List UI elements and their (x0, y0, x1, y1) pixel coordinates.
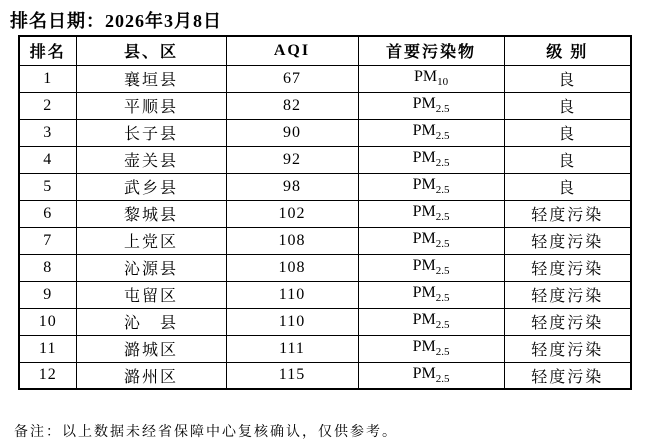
aqi-cell: 98 (226, 173, 358, 200)
rank-cell: 9 (19, 281, 76, 308)
level-cell: 良 (504, 92, 631, 119)
aqi-cell: 90 (226, 119, 358, 146)
pollutant-subscript: 2.5 (435, 238, 450, 251)
table-row (19, 146, 631, 173)
aqi-cell: 82 (226, 92, 358, 119)
rank-cell: 12 (19, 362, 76, 389)
pollutant-subscript: 2.5 (435, 184, 450, 197)
pollutant-subscript: 2.5 (435, 265, 450, 278)
table-row (19, 281, 631, 308)
table-row (19, 200, 631, 227)
ranking-date-title: 排名日期：2026年3月8日 (10, 11, 222, 31)
county-cell: 潞城区 (76, 335, 226, 362)
level-cell: 轻度污染 (504, 308, 631, 335)
rank-cell: 10 (19, 308, 76, 335)
table-row (19, 227, 631, 254)
pollutant-base: PM (412, 176, 436, 194)
pollutant-subscript: 2.5 (435, 130, 450, 143)
level-cell: 轻度污染 (504, 200, 631, 227)
table-row (19, 92, 631, 119)
table-row (19, 362, 631, 389)
aqi-cell: 110 (226, 281, 358, 308)
county-cell: 黎城县 (76, 200, 226, 227)
table-row (19, 65, 631, 92)
rank-cell: 3 (19, 119, 76, 146)
pollutant-cell (358, 119, 504, 146)
county-cell: 沁 县 (76, 308, 226, 335)
rank-cell: 2 (19, 92, 76, 119)
pollutant-subscript: 2.5 (435, 319, 450, 332)
table-row (19, 308, 631, 335)
table-row (19, 254, 631, 281)
level-cell: 良 (504, 146, 631, 173)
pollutant-cell (358, 227, 504, 254)
pollutant-subscript: 2.5 (435, 211, 450, 224)
aqi-cell: 92 (226, 146, 358, 173)
rank-cell: 7 (19, 227, 76, 254)
aqi-cell: 67 (226, 65, 358, 92)
pollutant-base: PM (412, 311, 436, 329)
pollutant-base: PM (412, 122, 436, 140)
pollutant-cell (358, 254, 504, 281)
level-cell: 轻度污染 (504, 254, 631, 281)
level-cell: 轻度污染 (504, 335, 631, 362)
aqi-cell: 108 (226, 227, 358, 254)
county-cell: 长子县 (76, 119, 226, 146)
county-cell: 武乡县 (76, 173, 226, 200)
county-cell: 上党区 (76, 227, 226, 254)
pollutant-base: PM (412, 365, 436, 383)
table-row (19, 119, 631, 146)
pollutant-subscript: 2.5 (435, 346, 450, 359)
pollutant-cell (358, 92, 504, 119)
pollutant-cell (358, 200, 504, 227)
level-cell: 轻度污染 (504, 362, 631, 389)
level-cell: 良 (504, 173, 631, 200)
pollutant-cell (358, 173, 504, 200)
county-cell: 沁源县 (76, 254, 226, 281)
county-cell: 平顺县 (76, 92, 226, 119)
pollutant-cell (358, 308, 504, 335)
aqi-ranking-table (18, 35, 632, 390)
pollutant-base: PM (412, 284, 436, 302)
aqi-cell: 102 (226, 200, 358, 227)
footnote: 备注：以上数据未经省保障中心复核确认，仅供参考。 (14, 425, 398, 440)
county-cell: 壶关县 (76, 146, 226, 173)
rank-cell: 8 (19, 254, 76, 281)
column-header: 级 别 (504, 36, 631, 65)
pollutant-subscript: 2.5 (435, 373, 450, 386)
aqi-cell: 108 (226, 254, 358, 281)
pollutant-base: PM (413, 68, 438, 86)
level-cell: 良 (504, 65, 631, 92)
county-cell: 潞州区 (76, 362, 226, 389)
rank-cell: 6 (19, 200, 76, 227)
level-cell: 轻度污染 (504, 281, 631, 308)
rank-cell: 1 (19, 65, 76, 92)
county-cell: 襄垣县 (76, 65, 226, 92)
pollutant-base: PM (412, 203, 436, 221)
pollutant-base: PM (412, 338, 436, 356)
column-header: 首要污染物 (358, 36, 504, 65)
county-cell: 屯留区 (76, 281, 226, 308)
aqi-cell: 111 (226, 335, 358, 362)
pollutant-subscript: 2.5 (435, 157, 450, 170)
pollutant-base: PM (412, 149, 436, 167)
pollutant-cell (358, 65, 504, 92)
column-header: AQI (226, 36, 358, 65)
pollutant-cell (358, 281, 504, 308)
table-row (19, 173, 631, 200)
pollutant-cell (358, 362, 504, 389)
pollutant-subscript: 2.5 (435, 103, 450, 116)
pollutant-subscript: 10 (437, 76, 449, 89)
level-cell: 轻度污染 (504, 227, 631, 254)
rank-cell: 11 (19, 335, 76, 362)
rank-cell: 4 (19, 146, 76, 173)
pollutant-base: PM (412, 230, 436, 248)
level-cell: 良 (504, 119, 631, 146)
aqi-cell: 110 (226, 308, 358, 335)
pollutant-base: PM (412, 257, 436, 275)
pollutant-subscript: 2.5 (435, 292, 450, 305)
column-header: 排名 (19, 36, 76, 65)
header-row (19, 36, 631, 65)
pollutant-cell (358, 335, 504, 362)
table-body (19, 65, 631, 389)
pollutant-cell (358, 146, 504, 173)
pollutant-base: PM (412, 95, 436, 113)
table-row (19, 335, 631, 362)
column-header: 县、区 (76, 36, 226, 65)
rank-cell: 5 (19, 173, 76, 200)
aqi-cell: 115 (226, 362, 358, 389)
